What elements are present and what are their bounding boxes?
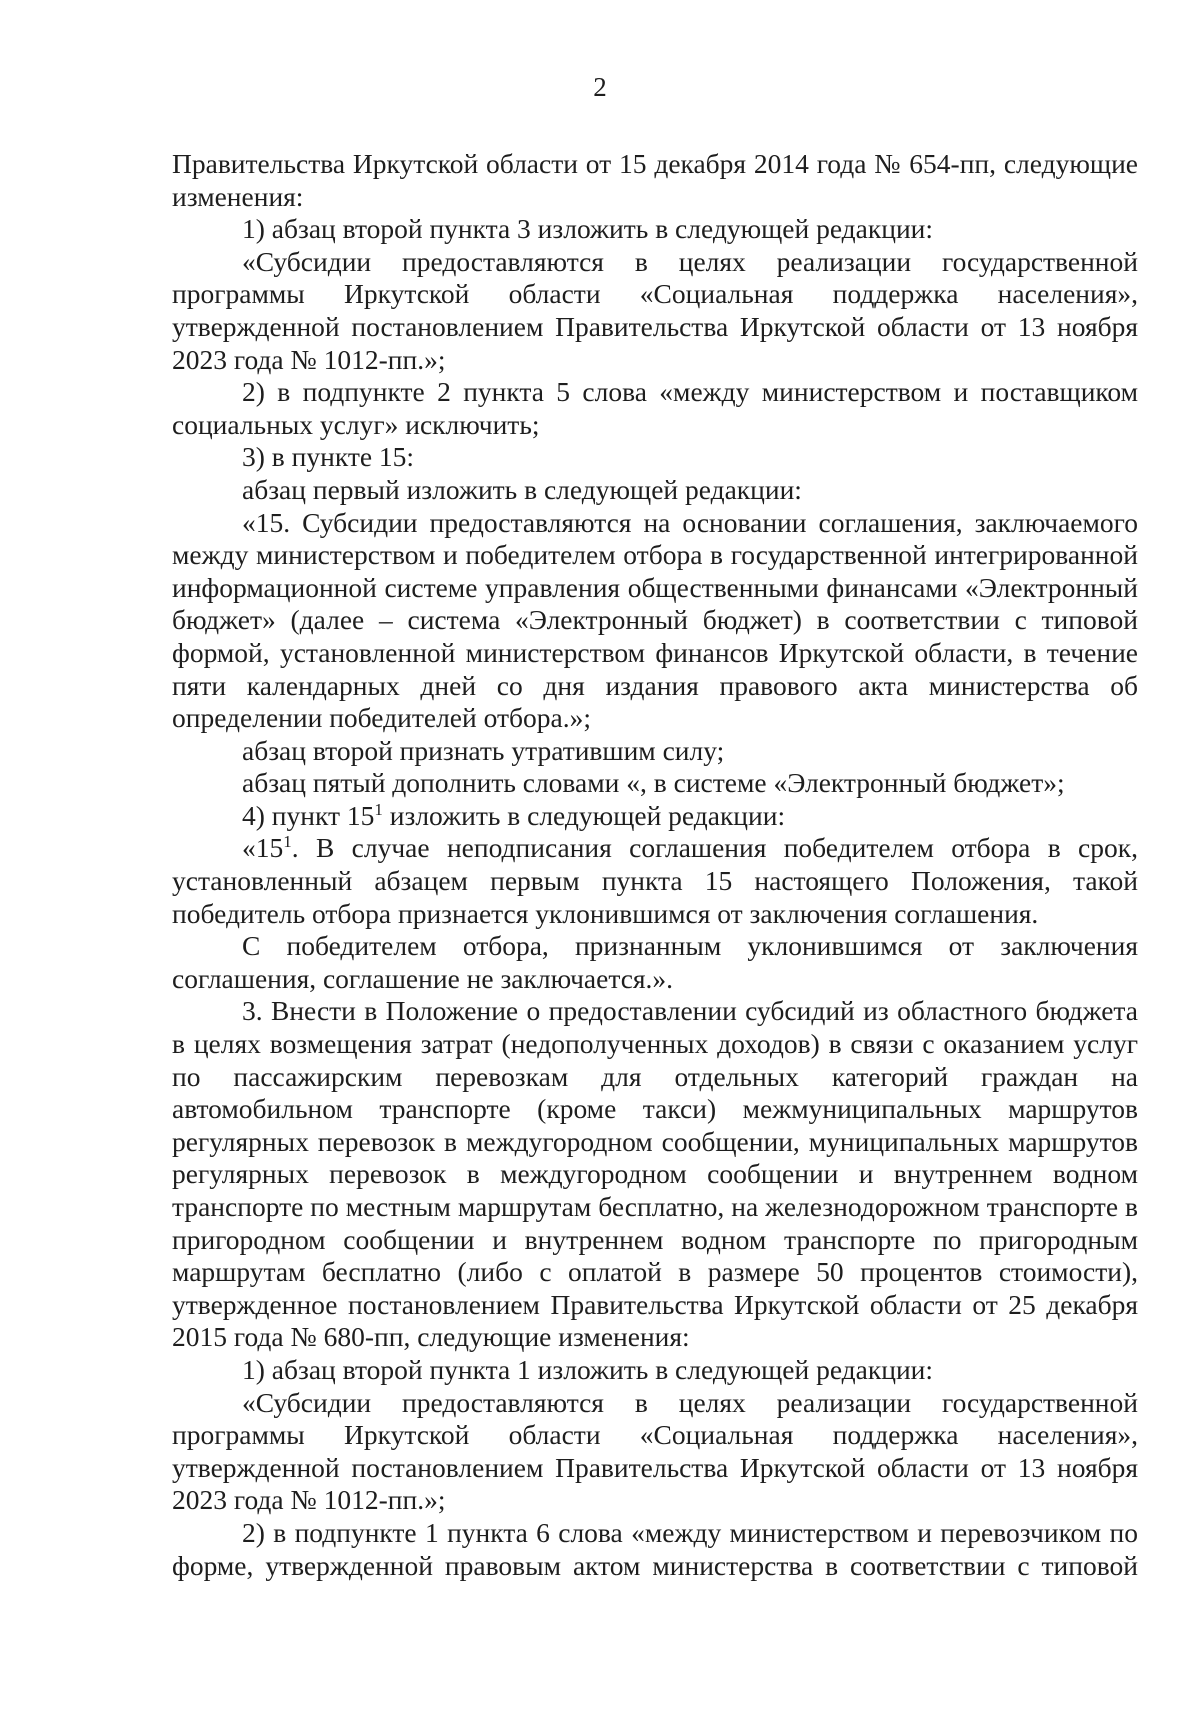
- paragraph-text: 4) пункт 15: [242, 799, 375, 831]
- paragraph: Правительства Иркутской области от 15 декабря 2014 года № 654-пп, следующие изменения:: [172, 148, 1138, 212]
- paragraph: абзац пятый дополнить словами «, в системе «Электронный бюджет»;: [242, 767, 1065, 799]
- paragraph: 1) абзац второй пункта 1 изложить в следующей редакции:: [242, 1353, 934, 1385]
- paragraph: «Субсидии предоставляются в целях реализации государственной программы Иркутской области «Социальная поддержка населения», утвержденной постановлением Правительства Иркутской области от 13 ноября 2023 года № 1012-пп.»;: [172, 245, 1138, 375]
- paragraph-text: «15: [242, 832, 284, 864]
- paragraph-text: изложить в следующей редакции:: [382, 799, 786, 831]
- paragraph: 2) в подпункте 1 пункта 6 слова «между министерством и перевозчиком по форме, утвержденной правовым актом министерства в соответствии с типовой: [172, 1516, 1138, 1581]
- paragraph: [172, 800, 1138, 833]
- paragraph-text: . В случае неподписания соглашения победителем отбора в срок, установленный абзацем первым пункта 15 настоящего Положения, такой победитель отбора признается уклонившимся от заключения соглашения.: [172, 832, 1138, 929]
- paragraph: 1) абзац второй пункта 3 изложить в следующей редакции:: [242, 213, 934, 245]
- paragraph: 3) в пункте 15:: [242, 441, 415, 473]
- paragraph: «Субсидии предоставляются в целях реализации государственной программы Иркутской области «Социальная поддержка населения», утвержденной постановлением Правительства Иркутской области от 13 ноября 2023 года № 1012-пп.»;: [172, 1386, 1138, 1516]
- paragraph: абзац первый изложить в следующей редакции:: [242, 473, 802, 505]
- paragraph: абзац второй признать утратившим силу;: [242, 734, 725, 766]
- document-body: [172, 148, 1138, 1582]
- paragraph: «15. Субсидии предоставляются на основании соглашения, заключаемого между министерством и победителем отбора в государственной интегрированной информационной системе управления общественными финансами «Электронный бюджет» (далее – система «Электронный бюджет) в соответствии с типовой формой, установленной министерством финансов Иркутской области, в течение пяти календарных дней со дня издания правового акта министерства об определении победителей отбора.»;: [172, 506, 1138, 734]
- paragraph: С победителем отбора, признанным уклонившимся от заключения соглашения, соглашение не заключается.».: [172, 930, 1138, 994]
- paragraph: 2) в подпункте 2 пункта 5 слова «между министерством и поставщиком социальных услуг» исключить;: [172, 376, 1138, 440]
- superscript: 1: [374, 799, 383, 819]
- paragraph: [172, 832, 1138, 930]
- page-number: 2: [593, 72, 607, 102]
- paragraph: 3. Внести в Положение о предоставлении субсидий из областного бюджета в целях возмещения затрат (недополученных доходов) в связи с оказанием услуг по пассажирским перевозкам для отдельных категорий граждан на автомобильном транспорте (кроме такси) межмуниципальных маршрутов регулярных перевозок в междугородном сообщении, муниципальных маршрутов регулярных перевозок в междугородном сообщении и внутреннем водном транспорте по местным маршрутам бесплатно, на железнодорожном транспорте в пригородном сообщении и внутреннем водном транспорте по пригородным маршрутам бесплатно (либо с оплатой в размере 50 процентов стоимости), утвержденное постановлением Правительства Иркутской области от 25 декабря 2015 года № 680-пп, следующие изменения:: [172, 995, 1138, 1353]
- superscript: 1: [283, 832, 292, 852]
